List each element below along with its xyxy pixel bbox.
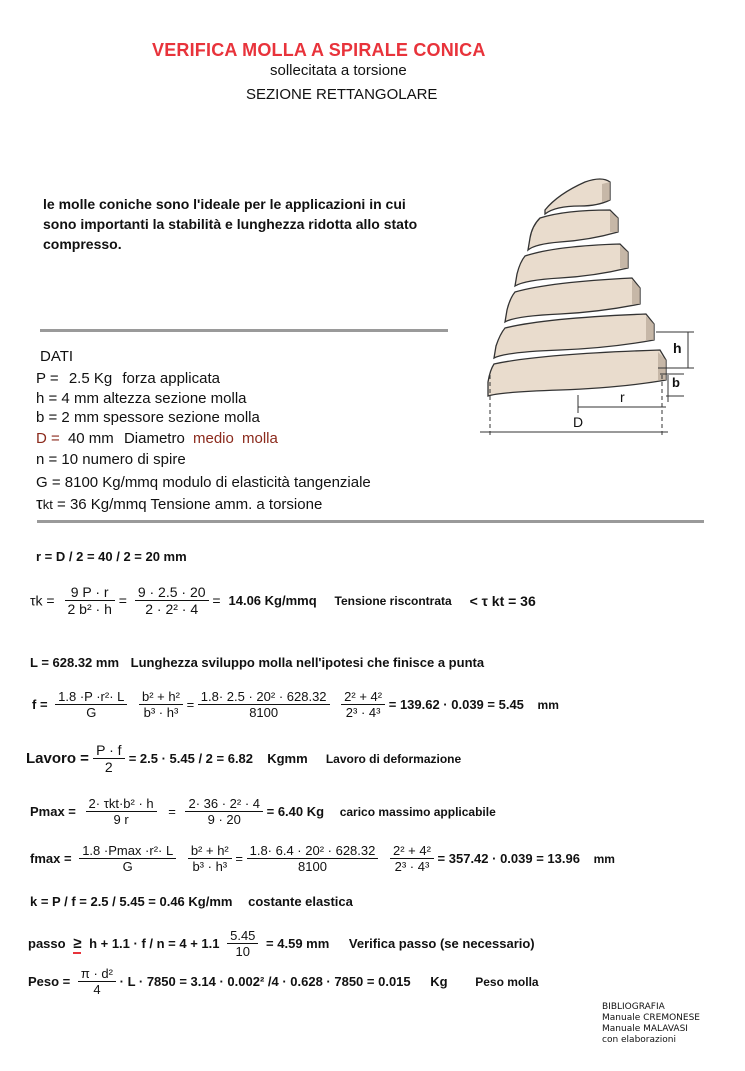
pitch-formula bbox=[28, 928, 535, 959]
dati-height: h = 4 mm altezza sezione molla bbox=[36, 390, 247, 407]
pmax-den1: 9 r bbox=[113, 812, 129, 827]
stiffness-line bbox=[30, 894, 353, 909]
dati-force bbox=[36, 370, 220, 387]
max-load-formula bbox=[30, 796, 496, 827]
dati-diameter bbox=[36, 430, 278, 447]
pmax-desc: carico massimo applicabile bbox=[339, 804, 496, 819]
pitch-result: = 4.59 mm bbox=[266, 936, 330, 951]
work-desc: Lavoro di deformazione bbox=[325, 751, 462, 766]
work-lhs: Lavoro = bbox=[26, 750, 89, 767]
weight-desc: Peso molla bbox=[475, 974, 539, 989]
pitch-den: 10 bbox=[235, 944, 250, 959]
f-num1: 1.8 ·P ·r²· L bbox=[55, 689, 127, 705]
f-num4: 2² + 4² bbox=[341, 689, 385, 705]
f-num3: 1.8· 2.5 · 20² · 628.32 bbox=[198, 689, 330, 705]
pmax-result: = 6.40 Kg bbox=[266, 804, 325, 819]
tau-subscript: kt bbox=[42, 497, 53, 512]
force-desc: forza applicata bbox=[122, 370, 220, 387]
tau-k-compare: < τ kt = 36 bbox=[469, 592, 536, 609]
diameter-value: 40 mm bbox=[67, 430, 114, 447]
pitch-ge-symbol: ≥ bbox=[73, 935, 82, 952]
max-deflection-formula bbox=[30, 843, 615, 874]
tau-k-lhs: τk = bbox=[30, 592, 55, 609]
dim-label-b: b bbox=[672, 375, 680, 390]
pmax-num1: 2· τkt·b² · h bbox=[86, 796, 157, 812]
bibliography-item: Manuale CREMONESE bbox=[602, 1013, 700, 1023]
weight-formula bbox=[28, 966, 539, 997]
f-num2: b² + h² bbox=[139, 689, 183, 705]
dim-label-h: h bbox=[673, 340, 682, 356]
fmax-den4: 2³ · 4³ bbox=[394, 859, 430, 874]
f-den4: 2³ · 4³ bbox=[345, 705, 381, 720]
fmax-den2: b³ · h³ bbox=[192, 859, 228, 874]
pitch-num: 5.45 bbox=[227, 928, 258, 944]
page-subtitle: sollecitata a torsione bbox=[270, 62, 407, 79]
force-symbol: P = bbox=[36, 370, 59, 387]
f-lhs: f = bbox=[32, 697, 48, 712]
tau-k-frac-symbolic bbox=[65, 584, 115, 617]
pitch-lhs: passo bbox=[28, 936, 66, 951]
fmax-result: = 357.42 · 0.039 = 13.96 bbox=[437, 851, 580, 866]
pmax-num2: 2· 36 · 2² · 4 bbox=[185, 796, 263, 812]
dati-thickness: b = 2 mm spessore sezione molla bbox=[36, 409, 260, 426]
fmax-unit: mm bbox=[593, 851, 615, 866]
length-desc: Lunghezza sviluppo molla nell'ipotesi che finisce a punta bbox=[130, 655, 485, 670]
fmax-lhs: fmax = bbox=[30, 851, 72, 866]
tau-k-den2: 2 · 2² · 4 bbox=[145, 601, 199, 617]
tau-rest: = 36 Kg/mmq Tensione amm. a torsione bbox=[57, 496, 323, 513]
weight-result: · L · 7850 = 3.14 · 0.002² /4 · 0.628 · 7850 = 0.015 bbox=[119, 974, 411, 989]
stiffness-desc: costante elastica bbox=[248, 894, 353, 909]
fmax-num1: 1.8 ·Pmax ·r²· L bbox=[79, 843, 176, 859]
fmax-num4: 2² + 4² bbox=[390, 843, 434, 859]
tau-symbol: τ bbox=[36, 494, 43, 513]
length-value: L = 628.32 mm bbox=[30, 655, 120, 670]
work-den: 2 bbox=[104, 759, 113, 775]
fmax-num2: b² + h² bbox=[188, 843, 232, 859]
diameter-molla: molla bbox=[242, 430, 278, 447]
tau-k-desc: Tensione riscontrata bbox=[334, 593, 452, 608]
f-den2: b³ · h³ bbox=[143, 705, 179, 720]
pitch-desc: Verifica passo (se necessario) bbox=[348, 936, 535, 951]
weight-lhs: Peso = bbox=[28, 974, 71, 989]
divider-top bbox=[40, 329, 448, 332]
intro-text: le molle coniche sono l'ideale per le applicazioni in cui sono importanti la stabilità e lunghezza ridotta allo stato compresso. bbox=[43, 196, 418, 252]
work-result: = 2.5 · 5.45 / 2 = 6.82 bbox=[128, 751, 254, 766]
f-den1: G bbox=[86, 705, 97, 720]
diameter-desc: Diametro bbox=[123, 430, 185, 447]
diameter-medio: medio bbox=[192, 430, 234, 447]
pmax-lhs: Pmax = bbox=[30, 804, 76, 819]
dati-modulus: G = 8100 Kg/mmq modulo di elasticità tangenziale bbox=[36, 474, 371, 491]
dim-label-D: D bbox=[573, 414, 584, 430]
f-den3: 8100 bbox=[249, 705, 279, 720]
stiffness-value: k = P / f = 2.5 / 5.45 = 0.46 Kg/mm bbox=[30, 894, 233, 909]
weight-unit: Kg bbox=[430, 974, 448, 989]
pmax-eq: = bbox=[168, 804, 176, 819]
dati-coils: n = 10 numero di spire bbox=[36, 451, 186, 468]
diameter-symbol: D = bbox=[36, 430, 60, 447]
pmax-den2: 9 · 20 bbox=[207, 812, 241, 827]
bibliography-item: Manuale MALAVASI bbox=[602, 1024, 688, 1034]
length-line bbox=[30, 655, 484, 670]
tau-k-den1: 2 b² · h bbox=[67, 601, 112, 617]
f-eq: = bbox=[186, 697, 195, 712]
force-value: 2.5 Kg bbox=[68, 370, 113, 387]
tau-k-num2: 9 · 2.5 · 20 bbox=[135, 584, 209, 601]
tau-k-eq1: = bbox=[118, 592, 127, 609]
weight-num: π · d² bbox=[78, 966, 116, 982]
dim-label-r: r bbox=[620, 389, 625, 405]
page-title: VERIFICA MOLLA A SPIRALE CONICA bbox=[152, 40, 486, 60]
bibliography-item: con elaborazioni bbox=[602, 1035, 676, 1045]
work-unit: Kgmm bbox=[267, 751, 308, 766]
fmax-den1: G bbox=[122, 859, 133, 874]
radius-calc: r = D / 2 = 40 / 2 = 20 mm bbox=[36, 549, 187, 564]
deflection-formula bbox=[32, 689, 559, 720]
tau-k-eq2: = bbox=[212, 592, 221, 609]
section-type: SEZIONE RETTANGOLARE bbox=[246, 86, 438, 103]
fmax-eq: = bbox=[235, 851, 243, 866]
f-result: = 139.62 · 0.039 = 5.45 bbox=[388, 697, 524, 712]
f-unit: mm bbox=[537, 697, 559, 712]
tau-k-formula bbox=[30, 584, 536, 617]
work-num: P · f bbox=[93, 742, 124, 759]
fmax-num3: 1.8· 6.4 · 20² · 628.32 bbox=[247, 843, 379, 859]
work-formula bbox=[26, 742, 461, 775]
dati-allowed-stress bbox=[36, 494, 322, 514]
tau-k-value: 14.06 Kg/mmq bbox=[228, 593, 317, 608]
pitch-mid: h + 1.1 · f / n = 4 + 1.1 bbox=[89, 936, 220, 951]
tau-k-frac-numeric bbox=[135, 584, 209, 617]
bibliography-heading: BIBLIOGRAFIA bbox=[602, 1002, 665, 1012]
weight-den: 4 bbox=[93, 982, 101, 997]
tau-k-num1: 9 P · r bbox=[65, 584, 115, 601]
divider-bottom bbox=[37, 520, 704, 523]
fmax-den3: 8100 bbox=[298, 859, 327, 874]
dati-heading: DATI bbox=[40, 348, 74, 365]
bibliography bbox=[602, 1002, 700, 1046]
conical-spring-figure bbox=[470, 170, 700, 440]
